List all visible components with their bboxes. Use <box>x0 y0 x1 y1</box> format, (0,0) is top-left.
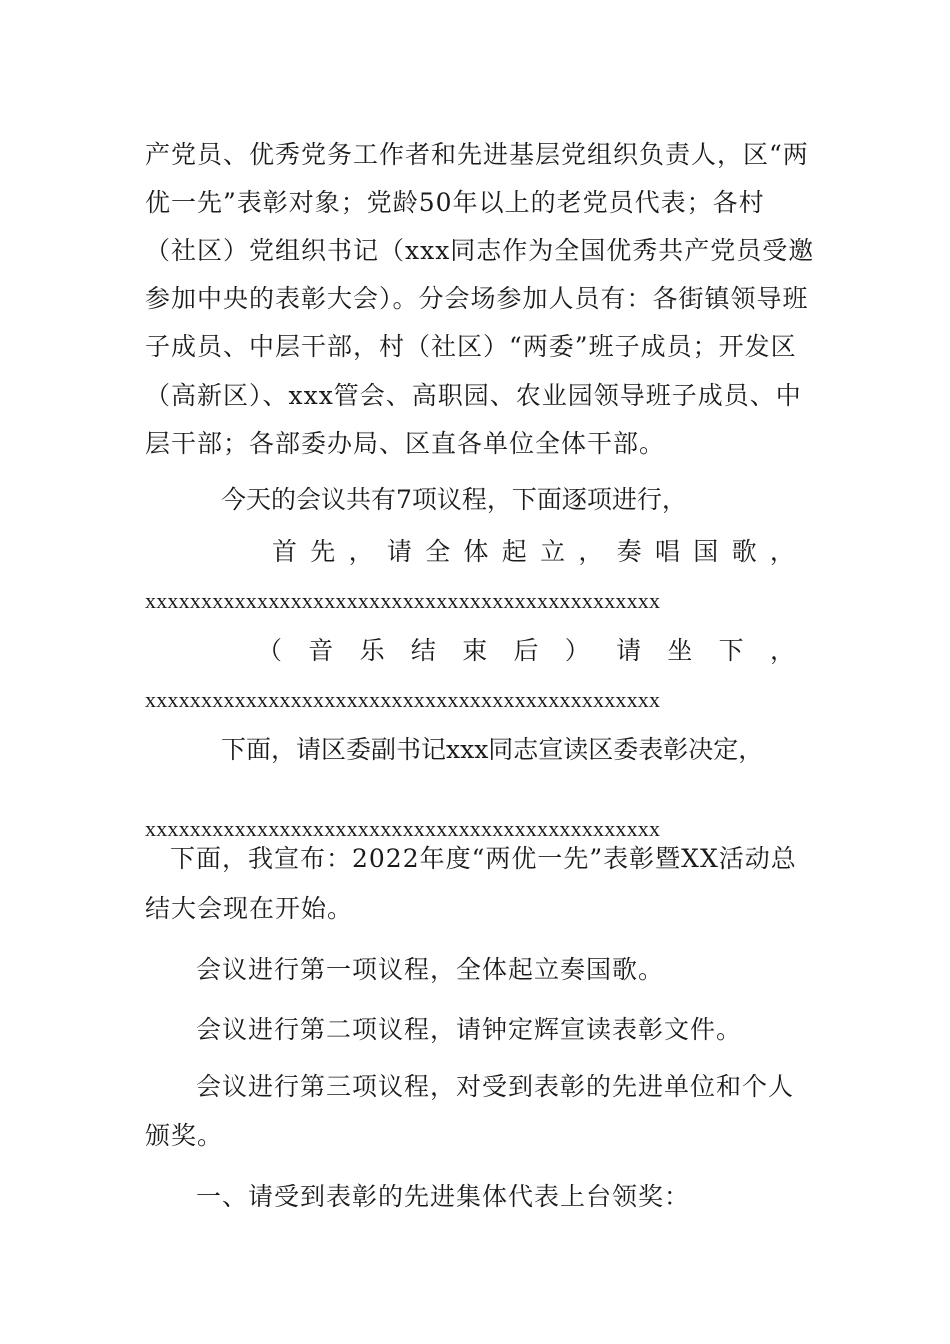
spread-char: 音 <box>308 636 334 665</box>
spread-char: （ <box>257 636 283 665</box>
spread-char: 下 <box>718 636 744 665</box>
agenda-item-2: 会议进行第二项议程，请钟定辉宣读表彰文件。 <box>196 1015 743 1044</box>
paragraph-line-1: 产党员、优秀党务工作者和先进基层党组织负责人，区“两 <box>145 140 809 169</box>
spread-char: 歌 <box>731 537 757 566</box>
announce-line-2: 结大会现在开始。 <box>145 894 354 923</box>
agenda-item-3-line-2: 颁奖。 <box>145 1121 224 1150</box>
spread-char: ， <box>348 537 374 566</box>
announce-line-1: 下面，我宣布：2022年度“两优一先”表彰暨XX活动总 <box>170 844 797 873</box>
spread-char: 后 <box>513 636 539 665</box>
spread-char: 请 <box>386 537 412 566</box>
spread-char: 全 <box>425 537 451 566</box>
agenda-item-3-line-1: 会议进行第三项议程，对受到表彰的先进单位和个人 <box>196 1072 795 1101</box>
spread-char: 结 <box>410 636 436 665</box>
step-1-x-line: xxxxxxxxxxxxxxxxxxxxxxxxxxxxxxxxxxxxxxxxxxxxxx <box>145 588 661 613</box>
paragraph-line-4: 参加中央的表彰大会）。分会场参加人员有：各街镇领导班 <box>145 284 809 313</box>
step-1-text <box>272 536 795 568</box>
spread-char: 乐 <box>359 636 385 665</box>
spread-char: ， <box>578 537 604 566</box>
intro-line: 今天的会议共有7项议程，下面逐项进行， <box>221 485 687 514</box>
spread-char: 立 <box>540 537 566 566</box>
spread-char: 奏 <box>616 537 642 566</box>
spread-char: 国 <box>693 537 719 566</box>
agenda-sub-item-1: 一、请受到表彰的先进集体代表上台领奖： <box>196 1182 691 1211</box>
paragraph-line-7: 层干部；各部委办局、区直各单位全体干部。 <box>145 429 666 458</box>
spread-char: 坐 <box>667 636 693 665</box>
spread-char: ， <box>769 636 795 665</box>
paragraph-line-3: （社区）党组织书记（xxx同志作为全国优秀共产党员受邀 <box>145 236 815 265</box>
agenda-item-1: 会议进行第一项议程，全体起立奏国歌。 <box>196 955 665 984</box>
step-3-x-line: xxxxxxxxxxxxxxxxxxxxxxxxxxxxxxxxxxxxxxxxxxxxxx <box>145 816 661 841</box>
spread-char: ， <box>769 537 795 566</box>
spread-char: 首 <box>272 537 298 566</box>
step-3-text: 下面，请区委副书记xxx同志宣读区委表彰决定， <box>221 735 764 764</box>
step-2-x-line: xxxxxxxxxxxxxxxxxxxxxxxxxxxxxxxxxxxxxxxxxxxxxx <box>145 687 661 712</box>
paragraph-line-2: 优一先”表彰对象；党龄50年以上的老党员代表；各村 <box>145 188 765 217</box>
step-2-text <box>257 635 795 667</box>
spread-char: 先 <box>310 537 336 566</box>
paragraph-line-5: 子成员、中层干部，村（社区）“两委”班子成员；开发区 <box>145 332 797 361</box>
spread-char: ） <box>564 636 590 665</box>
spread-char: 请 <box>616 636 642 665</box>
spread-char: 体 <box>463 537 489 566</box>
spread-char: 束 <box>462 636 488 665</box>
spread-char: 起 <box>501 537 527 566</box>
paragraph-line-6: （高新区）、xxx管会、高职园、农业园领导班子成员、中 <box>145 381 802 410</box>
spread-char: 唱 <box>654 537 680 566</box>
